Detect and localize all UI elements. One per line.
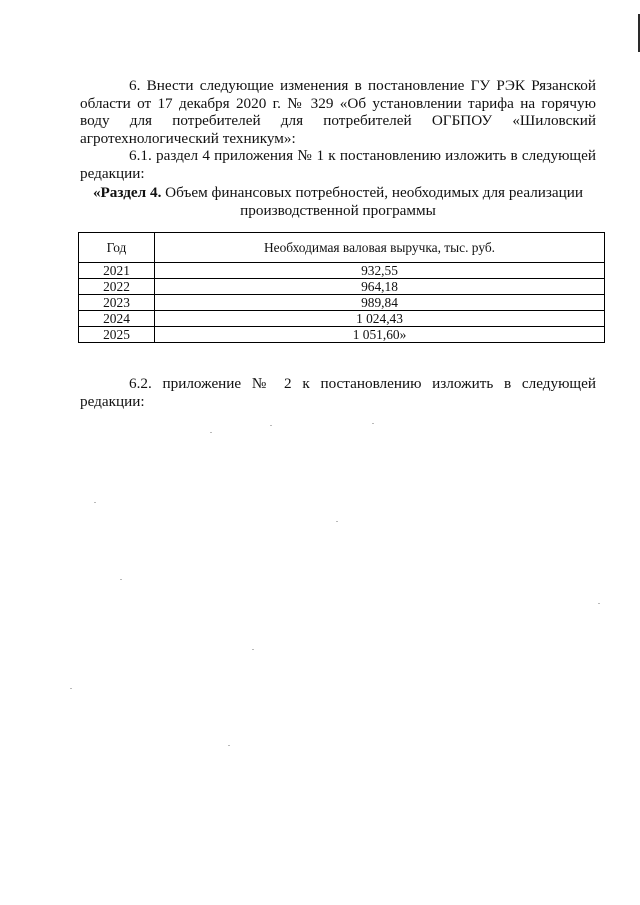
scan-speck [210,432,212,433]
section-heading-text: Объем финансовых потребностей, необходимых для реализации производственной программы [161,184,584,219]
scan-speck [120,579,122,580]
revenue-cell: 964,18 [155,279,605,295]
table-row [79,311,605,327]
column-header-revenue: Необходимая валовая выручка, тыс. руб. [155,233,605,263]
paragraph-6-2: 6.2. приложение № 2 к постановлению изложить в следующей редакции: [80,375,596,410]
scan-speck [228,745,230,746]
revenue-table [78,232,605,343]
year-cell: 2025 [79,327,155,343]
year-cell: 2022 [79,279,155,295]
revenue-cell: 1 051,60» [155,327,605,343]
paragraph-6-1: 6.1. раздел 4 приложения № 1 к постановлению изложить в следующей редакции: [80,147,596,182]
table-row [79,295,605,311]
revenue-cell: 989,84 [155,295,605,311]
paragraph-6: 6. Внести следующие изменения в постановление ГУ РЭК Рязанской области от 17 декабря 2020 г. № 329 «Об установлении тарифа на горячую воду для потребителей для потребителей ОГБПОУ «Шиловский агротехнологический техникум»: [80,77,596,147]
year-cell: 2024 [79,311,155,327]
year-cell: 2023 [79,295,155,311]
section-heading-label: «Раздел 4. [92,184,162,201]
scan-speck [372,423,374,424]
scan-speck [70,688,72,689]
revenue-cell: 932,55 [155,263,605,279]
scan-speck [252,649,254,650]
year-cell: 2021 [79,263,155,279]
scan-speck [598,603,600,604]
scan-speck [270,425,272,426]
section-heading [80,184,596,219]
scan-speck [94,502,96,503]
table-row [79,263,605,279]
table-row [79,279,605,295]
column-header-year: Год [79,233,155,263]
scan-speck [336,521,338,522]
revenue-cell: 1 024,43 [155,311,605,327]
table-row [79,327,605,343]
table-header-row [79,233,605,263]
